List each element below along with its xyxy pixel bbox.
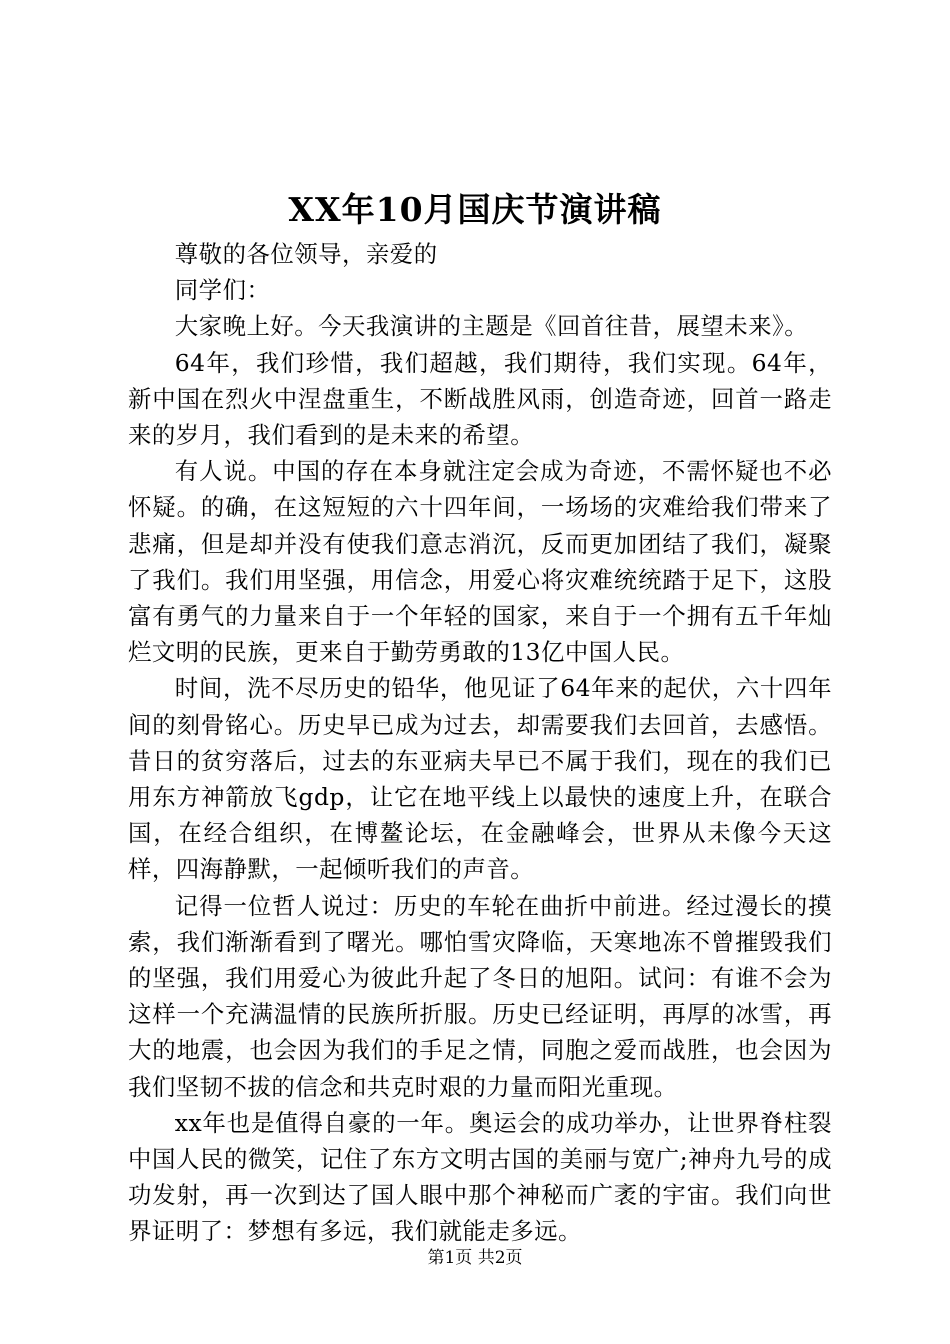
page-number-footer: 第1页 共2页	[427, 1248, 523, 1268]
paragraph: xx年也是值得自豪的一年。奥运会的成功举办，让世界脊柱裂中国人民的微笑，记住了东方文明古国的美丽与宽广;神舟九号的成功发射，再一次到达了国人眼中那个神秘而广袤的宇宙。我们向世界证明了：梦想有多远，我们就能走多远。	[128, 1108, 832, 1246]
paragraph: 记得一位哲人说过：历史的车轮在曲折中前进。经过漫长的摸索，我们渐渐看到了曙光。哪怕雪灾降临，天寒地冻不曾摧毁我们的坚强，我们用爱心为彼此升起了冬日的旭阳。试问：有谁不会为这样一个充满温情的民族所折服。历史已经证明，再厚的冰雪，再大的地震，也会因为我们的手足之情，同胞之爱而战胜，也会因为我们坚韧不拔的信念和共克时艰的力量而阳光重现。	[128, 891, 832, 1101]
document-title: XX年10月国庆节演讲稿	[288, 190, 662, 229]
paragraph-salutation-cont: 同学们：	[174, 276, 271, 305]
paragraph-salutation: 尊敬的各位领导，亲爱的	[174, 240, 438, 268]
paragraph: 时间，洗不尽历史的铅华，他见证了64年来的起伏，六十四年间的刻骨铭心。历史早已成为过去，却需要我们去回首，去感悟。昔日的贫穷落后，过去的东亚病夫早已不属于我们，现在的我们已用东方神箭放飞gdp，让它在地平线上以最快的速度上升，在联合国，在经合组织，在博鳌论坛，在金融峰会，世界从未像今天这样，四海静默，一起倾听我们的声音。	[128, 674, 832, 884]
document-body	[128, 236, 832, 1250]
paragraph: 有人说。中国的存在本身就注定会成为奇迹，不需怀疑也不必怀疑。的确，在这短短的六十四年间，一场场的灾难给我们带来了悲痛，但是却并没有使我们意志消沉，反而更加团结了我们，凝聚了我们。我们用坚强，用信念，用爱心将灾难统统踏于足下，这股富有勇气的力量来自于一个年轻的国家，来自于一个拥有五千年灿烂文明的民族，更来自于勤劳勇敢的13亿中国人民。	[128, 457, 832, 667]
paragraph: 64年，我们珍惜，我们超越，我们期待，我们实现。64年，新中国在烈火中涅盘重生，不断战胜风雨，创造奇迹，回首一路走来的岁月，我们看到的是未来的希望。	[128, 348, 832, 450]
paragraph-greeting: 大家晚上好。今天我演讲的主题是《回首往昔，展望未来》。	[174, 312, 809, 341]
